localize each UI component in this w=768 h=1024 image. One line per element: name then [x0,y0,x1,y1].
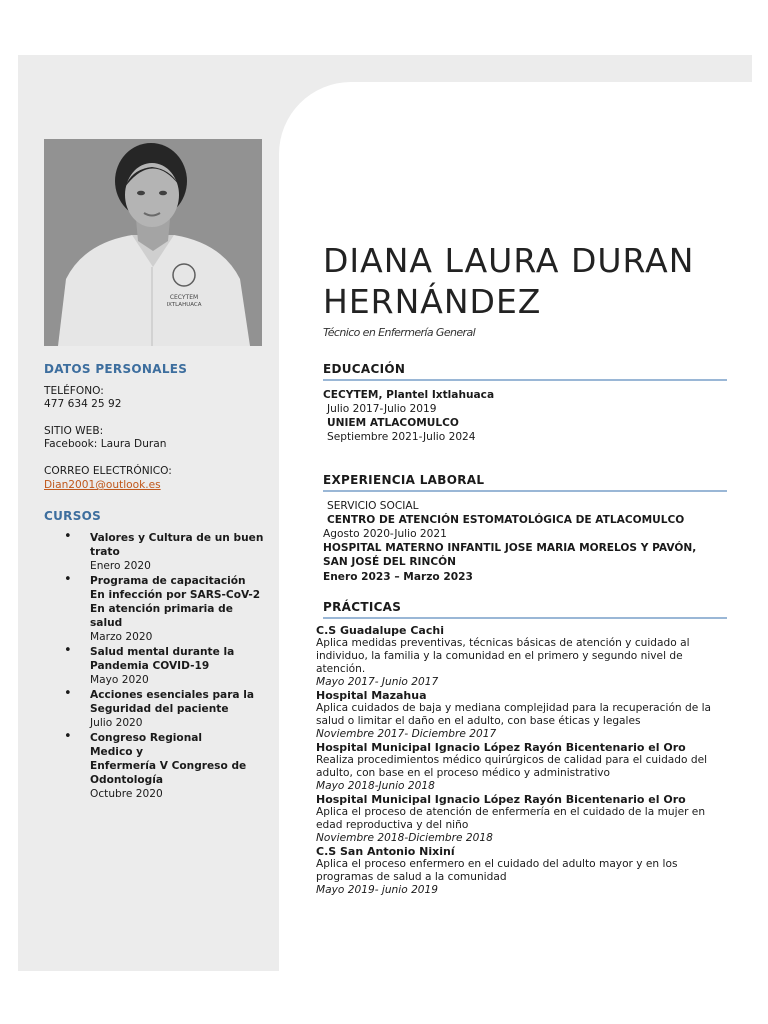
practice-period: Noviembre 2018-Diciembre 2018 [316,832,493,844]
course-item [64,531,264,573]
practice-description: Aplica el proceso enfermero en el cuidado del adulto mayor y en los programas de salud a la comunidad [316,858,678,883]
web-label: SITIO WEB: [44,425,104,437]
practice-period: Noviembre 2017- Diciembre 2017 [316,728,497,740]
phone-label: TELÉFONO: [44,385,104,397]
personal-section-title: DATOS PERSONALES [44,362,188,376]
education-period-2: Septiembre 2021-Julio 2024 [327,431,476,443]
job-title: Técnico en Enfermería General [323,326,476,339]
practices-list [316,624,726,897]
experience-heading: EXPERIENCIA LABORAL [323,473,727,492]
education-school-1: CECYTEM, Plantel Ixtlahuaca [323,389,495,401]
phone-value: 477 634 25 92 [44,398,122,410]
practice-period: Mayo 2018-Junio 2018 [316,780,435,792]
course-date: Marzo 2020 [90,631,153,643]
email-link[interactable]: Dian2001@outlook.es [44,479,161,491]
practice-description: Realiza procedimientos médico quirúrgicos de calidad para el cuidado del adulto, con base en el proceso médico y administrativo [316,754,708,779]
course-title: • Salud mental durante la Pandemia COVID-19 [90,646,235,672]
course-item [64,731,264,801]
practices-heading: PRÁCTICAS [323,600,727,619]
course-date: Mayo 2020 [90,674,149,686]
education-heading: EDUCACIÓN [323,362,727,381]
course-date: Octubre 2020 [90,788,163,800]
practice-item [316,793,726,845]
experience-period-1: Agosto 2020-Julio 2021 [323,528,447,540]
experience-place-1: CENTRO DE ATENCIÓN ESTOMATOLÓGICA DE ATLACOMULCO [327,514,685,526]
practice-period: Mayo 2019- junio 2019 [316,884,439,896]
course-item [64,688,264,730]
practice-place: C.S Guadalupe Cachi [316,624,444,637]
experience-place-2: HOSPITAL MATERNO INFANTIL JOSE MARIA MORELOS Y PAVÓN, [323,542,697,554]
name-line-2: HERNÁNDEZ [323,282,542,321]
badge-text-1: CECYTEM [169,294,199,301]
full-name [323,240,694,322]
profile-photo [44,139,262,346]
courses-section-title: CURSOS [44,509,102,523]
course-title: • Programa de capacitación En infección por SARS-CoV-2 En atención primaria de salud [90,575,261,629]
practice-place: Hospital Mazahua [316,689,427,702]
course-title: • Acciones esenciales para la Seguridad del paciente [90,689,255,715]
experience-type: SERVICIO SOCIAL [327,500,419,512]
email-label: CORREO ELECTRÓNICO: [44,465,172,477]
practice-item [316,845,726,897]
course-item [64,574,264,644]
practice-place: Hospital Municipal Ignacio López Rayón Bicentenario el Oro [316,741,686,754]
practice-place: Hospital Municipal Ignacio López Rayón Bicentenario el Oro [316,793,686,806]
practice-description: Aplica cuidados de baja y mediana complejidad para la recuperación de la salud o limitar el daño en el adulto, con base éticas y legales [316,702,712,727]
experience-period-2: Enero 2023 – Marzo 2023 [323,571,473,583]
course-item [64,645,264,687]
badge-text-2: IXTLAHUACA [166,302,202,308]
experience-place-2-cont: SAN JOSÉ DEL RINCÓN [323,556,456,568]
education-school-2: UNIEM ATLACOMULCO [327,417,459,429]
education-period-1: Julio 2017-Julio 2019 [327,403,437,415]
practice-place: C.S San Antonio Nixiní [316,845,455,858]
web-value: Facebook: Laura Duran [44,438,167,450]
course-title: • Congreso Regional Medico y Enfermería V Congreso de Odontología [90,732,247,786]
practice-description: Aplica el proceso de atención de enfermería en el cuidado de la mujer en edad reproductiva y del niño [316,806,706,831]
courses-list [64,531,264,802]
practice-item [316,689,726,741]
practice-period: Mayo 2017- Junio 2017 [316,676,439,688]
course-date: Julio 2020 [90,717,143,729]
course-title: • Valores y Cultura de un buen trato [90,532,264,558]
course-date: Enero 2020 [90,560,151,572]
practice-item [316,741,726,793]
practice-description: Aplica medidas preventivas, técnicas básicas de atención y cuidado al individuo, la familia y la comunidad en el primero y segundo nivel de atención. [316,637,690,675]
practice-item [316,624,726,689]
name-line-1: DIANA LAURA DURAN [323,241,695,280]
